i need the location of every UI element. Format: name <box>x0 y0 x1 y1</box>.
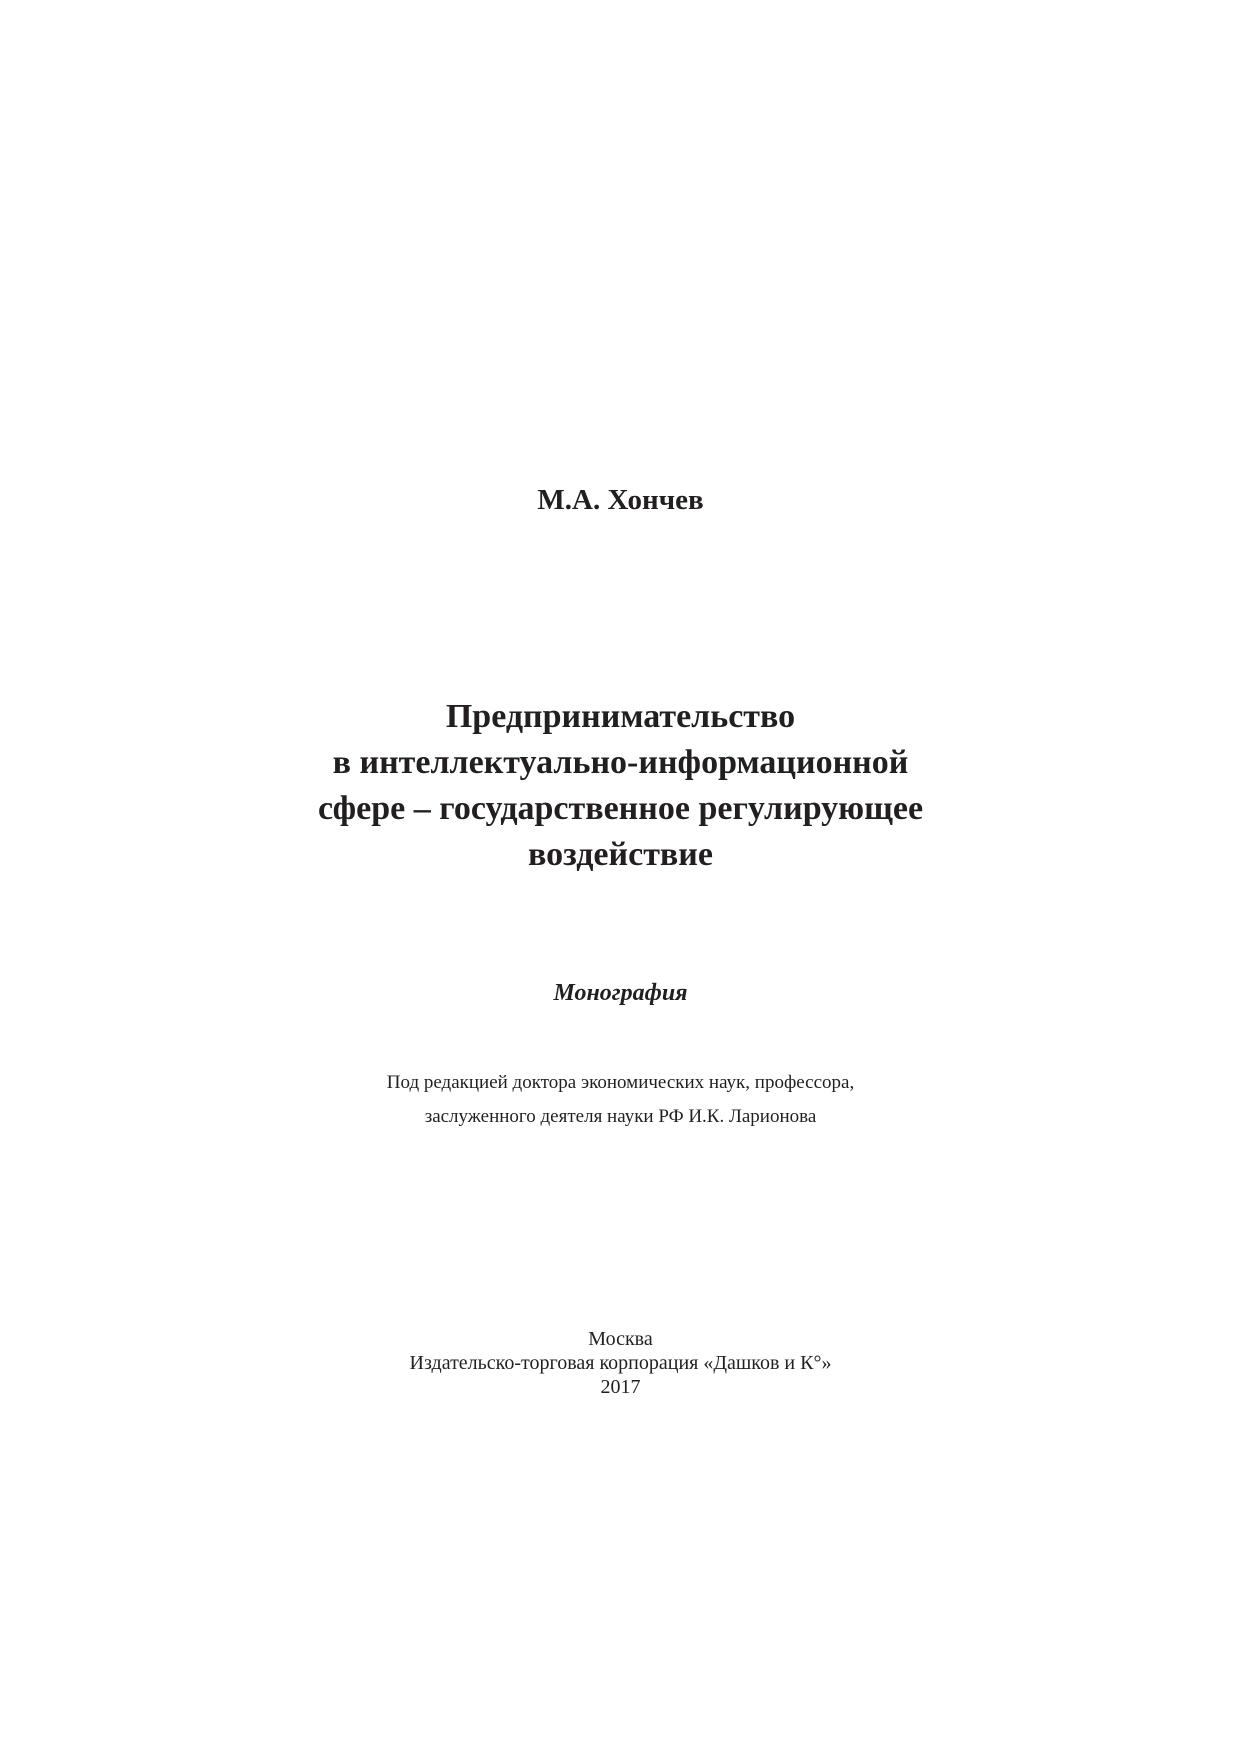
imprint-city: Москва <box>588 1328 653 1350</box>
editor-credit-line: заслуженного деятеля науки РФ И.К. Ларионова <box>424 1106 817 1127</box>
author-name: М.А. Хончев <box>537 484 704 516</box>
book-title-line: воздействие <box>528 836 713 873</box>
editor-credit-line: Под редакцией доктора экономических наук, профессора, <box>386 1072 855 1093</box>
book-title-line: Предпринимательство <box>445 698 796 735</box>
imprint-year: 2017 <box>600 1376 641 1398</box>
book-title-line: в интеллектуально-информационной <box>332 744 909 781</box>
book-title <box>0 694 1241 878</box>
book-title-line: сфере – государственное регулирующее <box>317 790 924 827</box>
genre-label: Монография <box>553 980 688 1006</box>
imprint-publisher: Издательско-торговая корпорация «Дашков и К°» <box>409 1352 832 1374</box>
imprint <box>0 1327 1241 1399</box>
editor-credit <box>0 1066 1241 1134</box>
